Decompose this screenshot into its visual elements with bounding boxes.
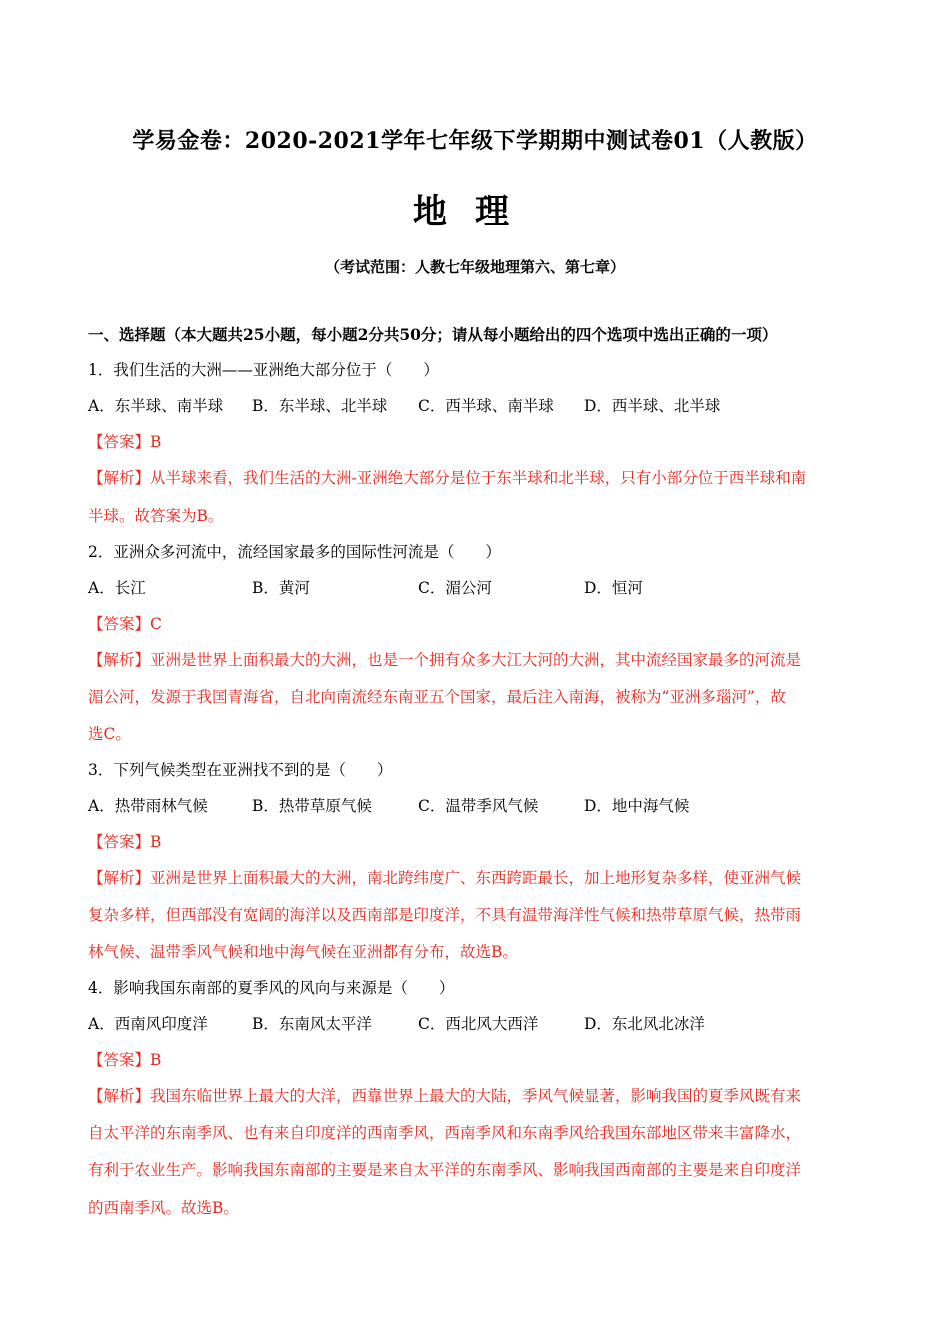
option-d: D．西半球、北半球 (584, 397, 721, 415)
analysis-tag: 【解析】 (88, 869, 151, 887)
subject-title: 地理 (413, 192, 537, 232)
analysis-text: 我国东临世界上最大的大洋，西靠世界上最大的大陆，季风气候显著，影响我国的夏季风既有来 (150, 1087, 802, 1105)
option-b: B．黄河 (252, 579, 310, 597)
option-c: C．西半球、南半球 (418, 397, 554, 415)
question-stem: 3．下列气候类型在亚洲找不到的是（ ） (88, 761, 393, 779)
analysis-text: 有利于农业生产。影响我国东南部的主要是来自太平洋的东南季风、影响我国西南部的主要是来自印度洋 (88, 1161, 802, 1179)
answer-value: B (150, 1051, 162, 1069)
option-a: A．西南风印度洋 (88, 1015, 208, 1033)
analysis-text: 选C。 (88, 725, 131, 743)
question-stem: 4．影响我国东南部的夏季风的风向与来源是（ ） (88, 979, 455, 997)
option-a: A．长江 (88, 579, 146, 597)
exam-title: 学易金卷：2020-2021学年七年级下学期期中测试卷01（人教版） (132, 128, 818, 154)
question-stem: 1．我们生活的大洲——亚洲绝大部分位于（ ） (88, 361, 439, 379)
analysis-text: 从半球来看，我们生活的大洲-亚洲绝大部分是位于东半球和北半球，只有小部分位于西半球和南 (150, 469, 807, 487)
option-a: A．热带雨林气候 (88, 797, 208, 815)
analysis-line (88, 466, 868, 488)
analysis-text: 林气候、温带季风气候和地中海气候在亚洲都有分布，故选B。 (88, 943, 518, 961)
option-d: D．地中海气候 (584, 797, 690, 815)
analysis-text: 湄公河，发源于我国青海省，自北向南流经东南亚五个国家，最后注入南海，被称为“亚洲多瑙河”，故 (88, 688, 786, 706)
analysis-tag: 【解析】 (88, 651, 151, 669)
answer-value: C (150, 615, 162, 633)
answer-tag: 【答案】 (88, 833, 151, 851)
analysis-line (88, 1084, 868, 1106)
analysis-text: 亚洲是世界上面积最大的大洲，也是一个拥有众多大江大河的大洲，其中流经国家最多的河流是 (150, 651, 802, 669)
analysis-tag: 【解析】 (88, 1087, 151, 1105)
option-c: C．温带季风气候 (418, 797, 539, 815)
answer-tag: 【答案】 (88, 1051, 151, 1069)
answer-line (88, 830, 868, 852)
option-b: B．热带草原气候 (252, 797, 372, 815)
question-stem: 2．亚洲众多河流中，流经国家最多的国际性河流是（ ） (88, 543, 501, 561)
analysis-text: 亚洲是世界上面积最大的大洲，南北跨纬度广、东西跨距最长，加上地形复杂多样，使亚洲气候 (150, 869, 802, 887)
option-c: C．西北风大西洋 (418, 1015, 539, 1033)
answer-tag: 【答案】 (88, 615, 151, 633)
answer-line (88, 612, 868, 634)
option-b: B．东半球、北半球 (252, 397, 388, 415)
analysis-text: 的西南季风。故选B。 (88, 1199, 239, 1217)
answer-line (88, 1048, 868, 1070)
answer-line (88, 430, 868, 452)
answer-tag: 【答案】 (88, 433, 151, 451)
analysis-text: 复杂多样，但西部没有宽阔的海洋以及西南部是印度洋，不具有温带海洋性气候和热带草原气候，热带雨 (88, 906, 802, 924)
analysis-text: 半球。故答案为B。 (88, 507, 224, 525)
analysis-line (88, 866, 868, 888)
analysis-line (88, 648, 868, 670)
analysis-tag: 【解析】 (88, 469, 151, 487)
section-heading: 一、选择题（本大题共25小题，每小题2分共50分；请从每小题给出的四个选项中选出正确的一项） (88, 325, 778, 344)
analysis-text: 自太平洋的东南季风、也有来自印度洋的西南季风，西南季风和东南季风给我国东部地区带来丰富降水， (88, 1124, 802, 1142)
option-b: B．东南风太平洋 (252, 1015, 372, 1033)
option-d: D．恒河 (584, 579, 643, 597)
option-a: A．东半球、南半球 (88, 397, 224, 415)
answer-value: B (150, 433, 162, 451)
option-d: D．东北风北冰洋 (584, 1015, 705, 1033)
answer-value: B (150, 833, 162, 851)
option-c: C．湄公河 (418, 579, 492, 597)
exam-scope: （考试范围：人教七年级地理第六、第七章） (324, 258, 625, 276)
